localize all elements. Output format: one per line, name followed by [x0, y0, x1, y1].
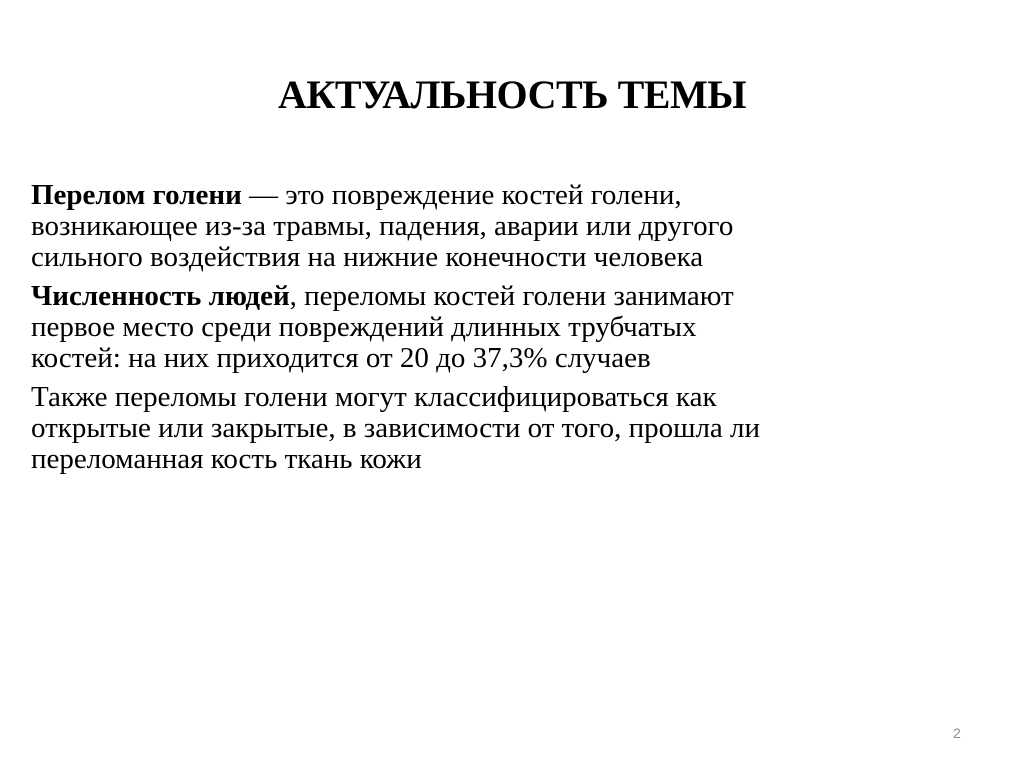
term-population: Численность людей: [31, 280, 290, 312]
paragraph-statistics: [31, 281, 791, 374]
slide-body: [31, 180, 791, 483]
slide-title: АКТУАЛЬНОСТЬ ТЕМЫ: [277, 72, 747, 117]
paragraph-classification: [31, 382, 791, 475]
page-number: 2: [953, 725, 961, 741]
definition-text: — это повреждение костей голени, возникающее из-за травмы, падения, аварии или другого сильного воздействия на нижние конечности человека: [31, 179, 734, 273]
term-fracture: Перелом голени: [31, 179, 242, 211]
statistics-text: , переломы костей голени занимают первое место среди повреждений длинных трубчатых костей: на них приходится от 20 до 37,3% случаев: [31, 280, 734, 374]
paragraph-fracture-definition: [31, 180, 791, 273]
classification-text: Также переломы голени могут классифицироваться как открытые или закрытые, в зависимости от того, прошла ли переломанная кость ткань кожи: [31, 381, 761, 475]
